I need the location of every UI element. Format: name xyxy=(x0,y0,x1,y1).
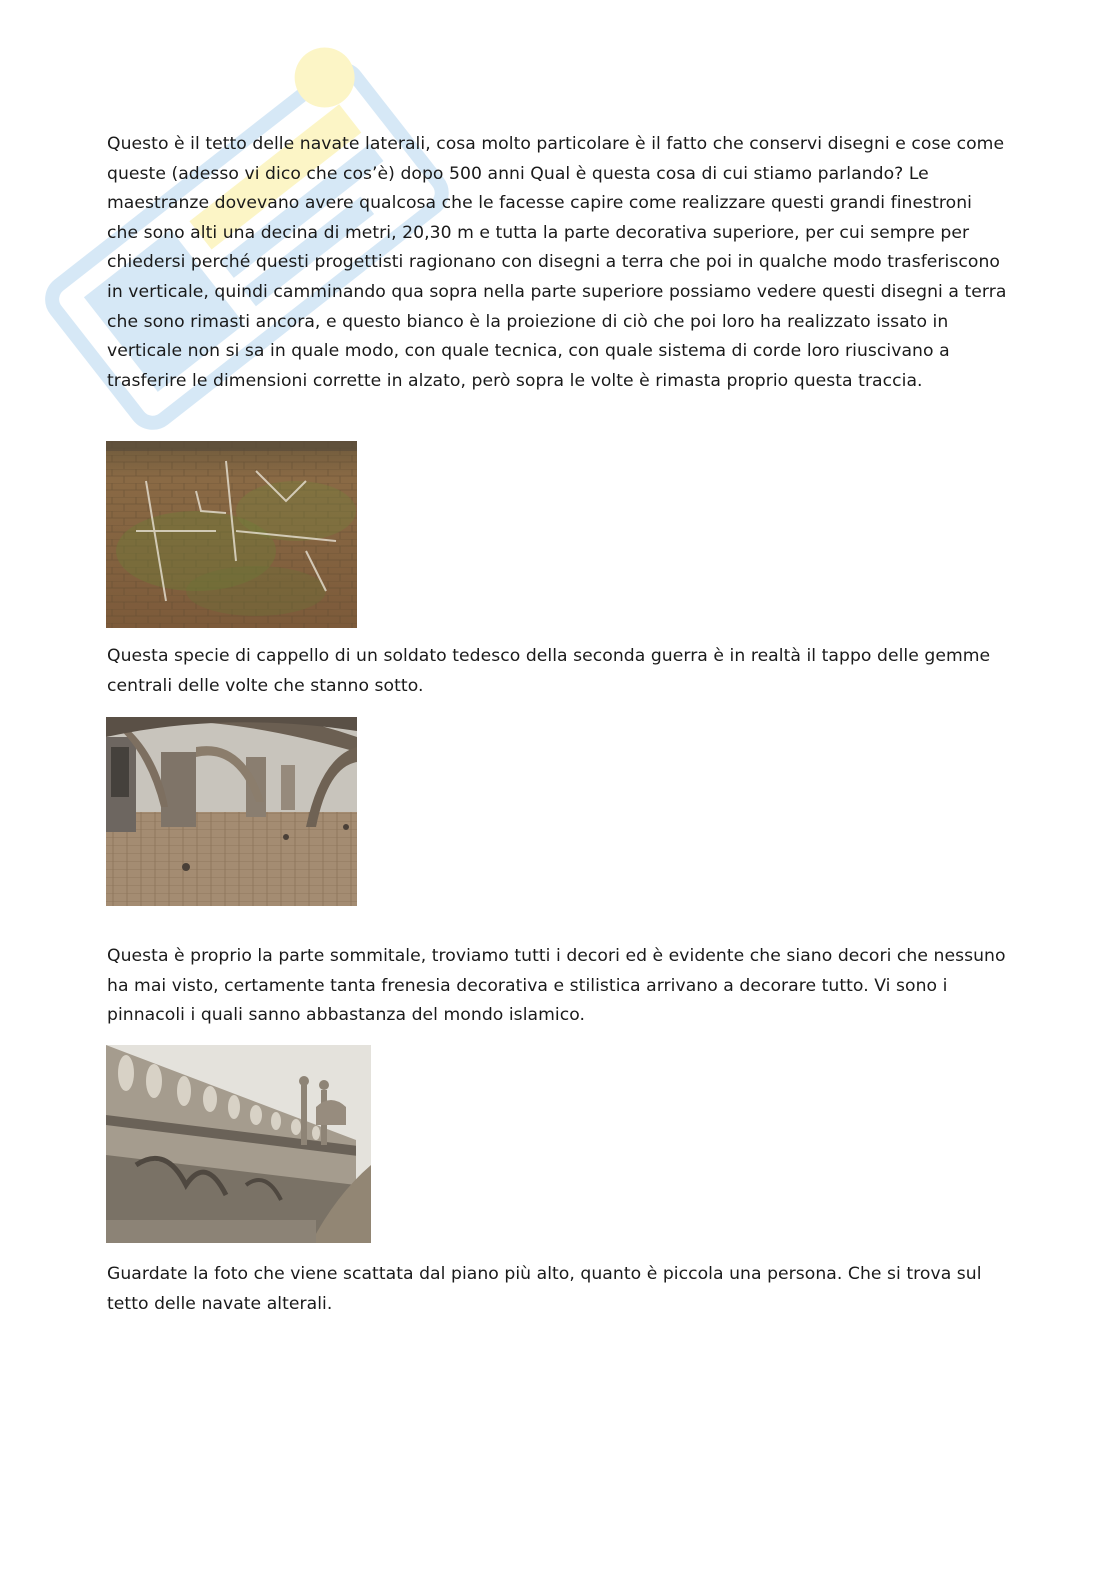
photo-balustrade-pinnacles xyxy=(106,1045,371,1243)
paragraph-tall-photo: Guardate la foto che viene scattata dal piano più alto, quanto è piccola una persona. Che si trova sul tetto delle navate alterali. xyxy=(107,1264,982,1314)
paragraph-summit-decorations: Questa è proprio la parte sommitale, troviamo tutti i decori ed è evidente che siano decori che nessuno ha mai visto, certamente tanta frenesia decorativa e stilistica arrivano a decorare tutto. Vi sono i pinnacoli i quali sanno abbastanza del mondo islamico. xyxy=(107,946,1006,1026)
paragraph-roof-drawings: Questo è il tetto delle navate laterali, cosa molto particolare è il fatto che conservi disegni e cose come queste (adesso vi dico che cos’è) dopo 500 anni Qual è questa cosa di cui stiamo parlando? Le maestranze dovevano avere qualcosa che le facesse capire come realizzare questi grandi finestroni che sono alti una decina di metri, 20,30 m e tutta la parte decorativa superiore, per cui sempre per chiedersi perché questi progettisti ragionano con disegni a terra che poi in qualche modo trasferiscono in verticale, quindi camminando qua sopra nella parte superiore possiamo vedere questi disegni a terra che sono rimasti ancora, e questo bianco è la proiezione di ciò che poi loro ha realizzato issato in verticale non si sa in quale modo, con quale tecnica, con quale sistema di corde loro riuscivano a trasferire le dimensioni corrette in alzato, però sopra le volte è rimasta proprio questa traccia. xyxy=(107,134,1007,391)
paragraph-keystone-cap: Questa specie di cappello di un soldato tedesco della seconda guerra è in realtà il tappo delle gemme centrali delle volte che stanno sotto. xyxy=(107,646,991,696)
photo-roof-floor-drawings xyxy=(106,441,357,628)
photo-flying-buttresses xyxy=(106,717,357,906)
